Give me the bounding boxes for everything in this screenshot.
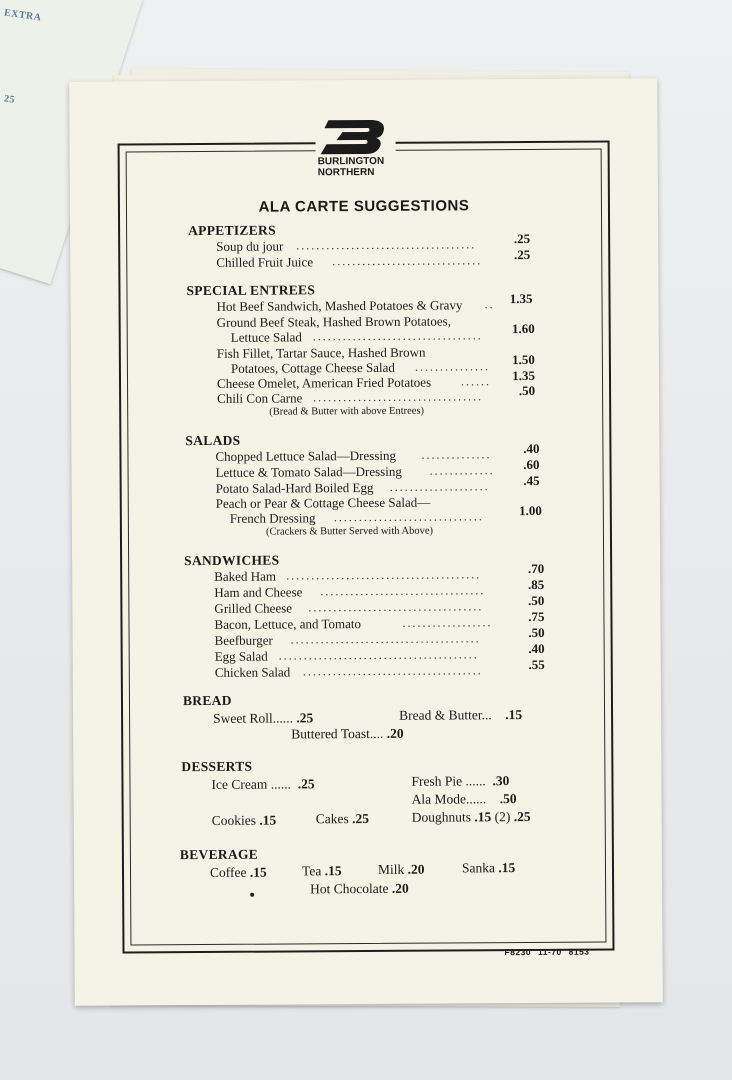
menu-item-name: Chili Con Carne — [217, 390, 303, 406]
milk — [378, 862, 425, 878]
menu-item-price: .70 — [527, 560, 545, 577]
beverage-heading: BEVERAGE — [179, 846, 259, 863]
bn-logo-icon — [320, 116, 390, 156]
background-card-number: 25 — [3, 93, 16, 106]
menu-item-name: Ground Beef Steak, Hashed Brown Potatoes, — [216, 313, 452, 330]
form-code: F8230 11-70 8153 — [504, 946, 590, 958]
item-name: Cookies — [211, 812, 257, 828]
item-price: .20 — [391, 880, 409, 896]
item-name: Bread & Butter — [399, 707, 482, 723]
item-price: .15 — [324, 863, 342, 879]
item-name: Ice Cream — [211, 776, 268, 792]
item-price: .20 — [386, 725, 404, 741]
hot-chocolate — [310, 881, 409, 898]
item-name: Milk — [377, 861, 405, 877]
tea — [302, 863, 342, 879]
menu-item-price: .40 — [528, 640, 545, 657]
logo-line-2: NORTHERN — [317, 166, 375, 179]
menu-item-name-cont: Lettuce Salad — [230, 329, 302, 345]
item-price: .25 — [352, 810, 369, 827]
item-price: .30 — [492, 773, 510, 789]
menu-item-name: Potato Salad-Hard Boiled Egg — [215, 479, 374, 496]
menu-item-price: .85 — [527, 576, 545, 593]
leader-dots: .................................... — [302, 663, 483, 679]
menu-item-name: Beefburger — [214, 632, 273, 648]
menu-item-price: .45 — [523, 472, 540, 489]
menu-item-price: 1.50 — [512, 351, 535, 368]
menu-item-price: .40 — [523, 440, 540, 457]
menu-item-name: Peach or Pear & Cottage Cheese Salad— — [215, 494, 431, 511]
menu-item-price: 1.35 — [512, 367, 536, 384]
item-name: Doughnuts — [411, 809, 471, 825]
item-price: .15 — [474, 809, 492, 825]
cakes — [316, 811, 369, 827]
leader-dots: .............................. — [333, 509, 484, 525]
item-price: .15 — [249, 864, 267, 880]
menu-item-price: .55 — [528, 656, 545, 673]
menu-item-price: .25 — [513, 230, 531, 247]
menu-item-name: Bacon, Lettuce, and Tomato — [214, 616, 362, 632]
item-name: Tea — [301, 863, 322, 879]
leader-dots: ............. — [429, 463, 495, 478]
menu-item-name: Ham and Cheese — [214, 584, 303, 600]
item-name: Fresh Pie — [411, 773, 463, 789]
item-extra: (2) — [494, 809, 511, 825]
leader-dots: ...... — [460, 374, 492, 389]
menu-item-name-cont: Potatoes, Cottage Cheese Salad — [230, 359, 395, 376]
leader-dots: .. — [484, 297, 495, 312]
menu-item-name: Hot Beef Sandwich, Mashed Potatoes & Gravy — [216, 297, 463, 314]
leader-dots: .............. — [421, 447, 492, 462]
item-name: Cakes — [315, 811, 349, 827]
menu-item-name: Grilled Cheese — [214, 600, 293, 616]
leader-dots: ................................... — [308, 599, 484, 615]
menu-item-price: .60 — [523, 456, 540, 473]
item-name: Hot Chocolate — [310, 880, 389, 897]
leader-dots: .................................. — [312, 328, 483, 344]
leader-dots: ................................. — [320, 583, 486, 599]
menu-item-name: Lettuce & Tomato Salad—Dressing — [215, 463, 402, 480]
menu-item-name: Egg Salad — [214, 648, 268, 664]
menu-item-price: 1.60 — [511, 320, 535, 337]
menu-item-name: Chicken Salad — [214, 664, 291, 680]
leader-dots: .............................. — [332, 253, 483, 269]
menu-card — [69, 78, 663, 1006]
leader-dots: ............... — [414, 359, 490, 374]
desserts-heading: DESSERTS — [181, 758, 253, 775]
menu-item-name: Soup du jour — [216, 238, 284, 254]
logo-wordmark — [318, 156, 412, 179]
logo-line-1: BURLINGTON — [317, 155, 385, 168]
leader-dots: .................................... — [296, 237, 477, 253]
item-name: Ala Mode — [411, 791, 466, 807]
menu-title: ALA CARTE SUGGESTIONS — [258, 197, 470, 216]
menu-item-name: Chilled Fruit Juice — [216, 254, 314, 270]
menu-item-price: 1.35 — [509, 290, 533, 307]
item-name: Sanka — [461, 860, 496, 876]
leader-dots: ........................................ — [278, 647, 479, 663]
menu-item-name: Chopped Lettuce Salad—Dressing — [215, 447, 397, 464]
menu-item-name-cont: French Dressing — [229, 510, 316, 526]
leader-dots: ...................................... — [290, 631, 481, 647]
entrees-heading: SPECIAL ENTREES — [186, 282, 316, 299]
ink-speck — [250, 893, 254, 897]
item-name: Sweet Roll — [213, 710, 273, 726]
menu-item-price: .50 — [528, 592, 545, 609]
menu-item-price: .50 — [518, 382, 536, 399]
bread-heading: BREAD — [182, 692, 232, 709]
sanka — [462, 860, 515, 876]
menu-item-price: .75 — [528, 608, 545, 625]
doughnuts — [412, 809, 531, 826]
leader-dots: .................. — [402, 615, 493, 630]
item-price: .20 — [407, 861, 425, 877]
menu-item-name: Cheese Omelet, American Fried Potatoes — [216, 374, 432, 391]
item-name: Coffee — [209, 864, 247, 880]
item-price: .15 — [498, 860, 516, 876]
bread-and-butter: Bread & Butter... .15 — [399, 707, 523, 723]
item-price: .15 — [505, 707, 523, 723]
entrees-note: (Bread & Butter with above Entrees) — [269, 405, 425, 418]
leader-dots: .................... — [389, 479, 490, 494]
menu-item-name: Fish Fillet, Tartar Sauce, Hashed Brown — [216, 344, 426, 361]
item-name: Buttered Toast — [291, 725, 370, 742]
ala-mode: Ala Mode...... .50 — [411, 791, 517, 807]
salads-heading: SALADS — [185, 432, 241, 449]
menu-item-price: 1.00 — [519, 502, 542, 519]
item-price: .50 — [499, 791, 517, 807]
salads-note: (Crackers & Butter Served with Above) — [265, 525, 434, 538]
cookies — [212, 813, 277, 829]
item-extra-price: .25 — [513, 808, 531, 825]
menu-item-name: Baked Ham — [214, 568, 276, 584]
coffee — [210, 865, 267, 881]
leader-dots: .................................. — [313, 389, 484, 405]
sweet-roll: Sweet Roll...... .25 — [213, 710, 314, 726]
buttered-toast: Buttered Toast.... .20 — [291, 725, 404, 742]
menu-item-price: .50 — [528, 624, 545, 641]
appetizers-heading: APPETIZERS — [188, 222, 276, 239]
menu-item-price: .25 — [513, 246, 531, 263]
ice-cream: Ice Cream ...... .25 — [211, 776, 315, 792]
sandwiches-heading: SANDWICHES — [184, 552, 280, 569]
item-price: .15 — [259, 812, 277, 828]
background-card-text: EXTRA — [3, 7, 43, 24]
item-price: .25 — [296, 710, 314, 726]
fresh-pie: Fresh Pie ...... .30 — [411, 773, 510, 789]
item-price: .25 — [297, 776, 315, 792]
leader-dots: ....................................... — [286, 567, 482, 583]
